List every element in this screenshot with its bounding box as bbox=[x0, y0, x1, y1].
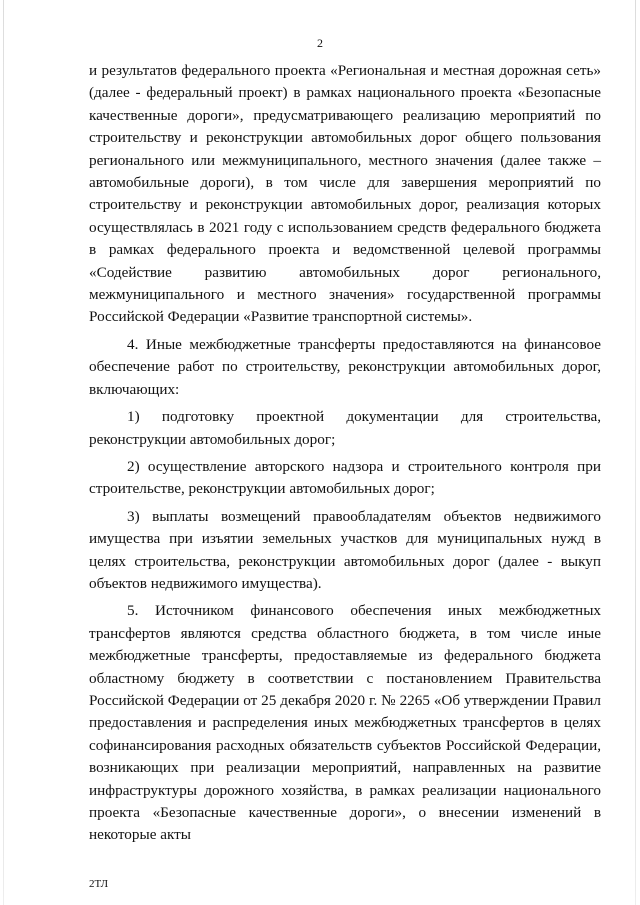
paragraph-item-5: 5. Источником финансового обеспечения иных межбюджетных трансфертов являются средства областного бюджета, в том числе иные межбюджетные трансферты, предоставляемые из федерального бюджета областному бюджету в соответствии с постановлением Правительства Российской Федерации от 25 декабря 2020 г. № 2265 «Об утверждении Правил предоставления и распределения иных межбюджетных трансфертов в целях софинансирования расходных обязательств субъектов Российской Федерации, возникающих при реализации мероприятий, направленных на развитие инфраструктуры дорожного хозяйства, в рамках реализации национального проекта «Безопасные качественные дороги», о внесении изменений в некоторые акты bbox=[89, 602, 601, 844]
scan-edge-right bbox=[635, 0, 636, 905]
footer-code: 2ТЛ bbox=[89, 878, 109, 890]
page-number: 2 bbox=[317, 36, 323, 50]
document-body bbox=[89, 60, 601, 852]
paragraph-subitem-2: 2) осуществление авторского надзора и строительного контроля при строительстве, реконструкции автомобильных дорог; bbox=[89, 457, 601, 498]
paragraph-item-4: 4. Иные межбюджетные трансферты предоставляются на финансовое обеспечение работ по строительству, реконструкции автомобильных дорог, включающих: bbox=[89, 335, 601, 398]
paragraph-continuation: и результатов федерального проекта «Региональная и местная дорожная сеть» (далее - федеральный проект) в рамках национального проекта «Безопасные качественные дороги», предусматривающего реализацию мероприятий по строительству и реконструкции автомобильных дорог общего пользования регионального или межмуниципального, местного значения (далее также – автомобильные дороги), в том числе для завершения мероприятий по строительству и реконструкции автомобильных дорог, реализация которых осуществлялась в 2021 году с использованием средств федерального бюджета в рамках федерального проекта и ведомственной целевой программы «Содействие развитию автомобильных дорог регионального, межмуниципального и местного значения» государственной программы Российской Федерации «Развитие транспортной системы». bbox=[89, 62, 601, 326]
paragraph-subitem-1: 1) подготовку проектной документации для строительства, реконструкции автомобильных дорог; bbox=[89, 408, 601, 448]
paragraph-subitem-3: 3) выплаты возмещений правообладателям объектов недвижимого имущества при изъятии земельных участков для муниципальных нужд в целях строительства, реконструкции автомобильных дорог (далее - выкуп объектов недвижимого имущества). bbox=[89, 507, 601, 592]
scan-edge-left bbox=[3, 0, 4, 905]
